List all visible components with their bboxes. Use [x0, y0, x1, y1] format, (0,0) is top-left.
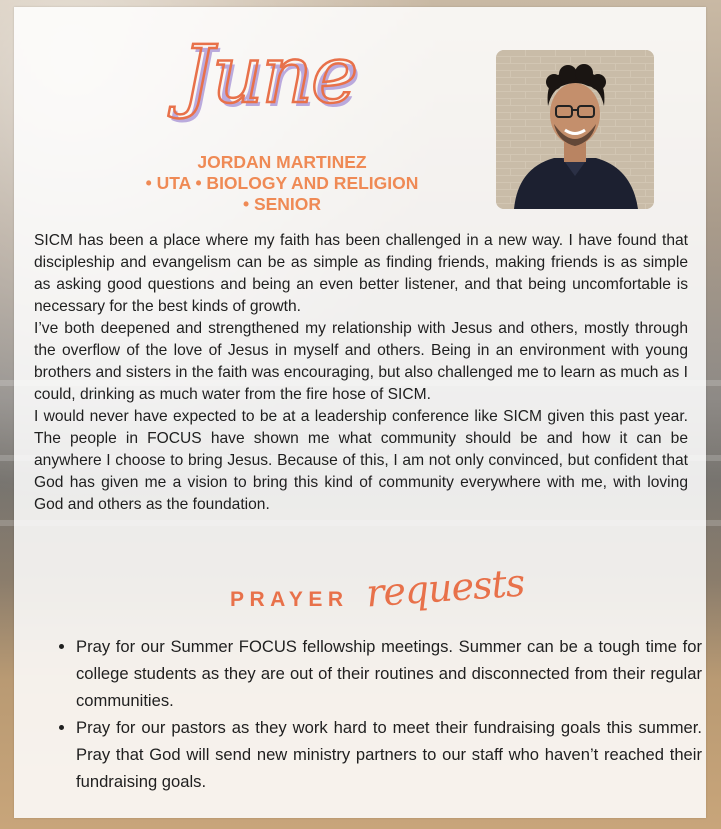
profile-photo — [496, 50, 654, 209]
profile-name: JORDAN MARTINEZ — [197, 152, 367, 172]
prayer-request-list — [52, 633, 702, 795]
prayer-request-item: • Pray for our Summer FOCUS fellowship meetings. Summer can be a tough time for college students as they are out of their routines and disconnected from their regular communities. — [76, 633, 702, 714]
profile-school-major: • UTA • BIOLOGY AND RELIGION — [145, 173, 419, 193]
testimony-paragraph: I would never have expected to be at a leadership conference like SICM given this past year. The people in FOCUS have shown me what community should be and how it can be anywhere I choose to bring Jesus. Because of this, I am not only convinced, but confident that God has given me a vision to bring this kind of community everywhere with me, with loving God and others as the foundation. — [34, 408, 688, 513]
testimony-text — [34, 230, 688, 516]
content-panel — [14, 7, 706, 818]
requests-heading-script: requests — [364, 560, 526, 616]
portrait-photo-icon — [496, 50, 654, 209]
prayer-request-item: • Pray for our pastors as they work hard to meet their fundraising goals this summer. Pray that God will send new ministry partners to our staff who haven’t reached their fundraising goals. — [76, 714, 702, 795]
testimony-paragraph: SICM has been a place where my faith has been challenged in a new way. I have found that discipleship and evangelism can be as simple as finding friends, making friends is as simple as asking good questions and being an even better listener, and that being uncomfortable is necessary for the best kinds of growth. — [34, 232, 688, 315]
prayer-heading-word: PRAYER — [230, 588, 349, 611]
prayer-requests-heading — [230, 560, 530, 628]
month-title: June — [181, 28, 357, 121]
profile-info — [112, 152, 452, 215]
profile-year: • SENIOR — [242, 194, 322, 214]
testimony-paragraph: I’ve both deepened and strengthened my relationship with Jesus and others, mostly through the overflow of the love of Jesus in myself and others. Being in an environment with young brothers and sisters in the faith was encouraging, but also challenged me to learn as much as I could, drinking as much water from the fire hose of SICM. — [34, 320, 688, 403]
